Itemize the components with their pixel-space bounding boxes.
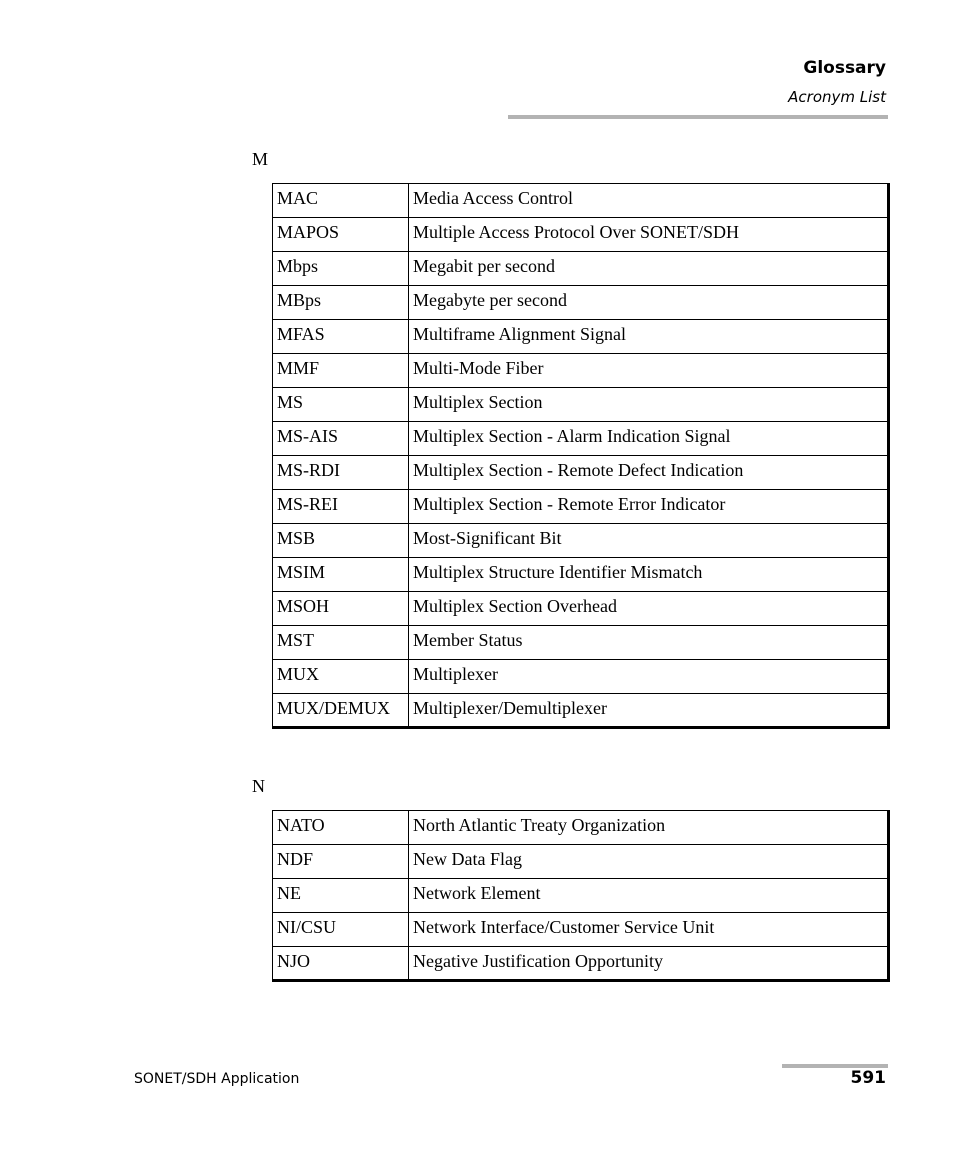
- definition-cell: Media Access Control: [409, 184, 889, 218]
- acronym-cell: MFAS: [273, 320, 409, 354]
- table-row: [273, 845, 889, 879]
- acronym-cell: MST: [273, 626, 409, 660]
- table-row: [273, 456, 889, 490]
- header-rule: [508, 115, 888, 119]
- acronym-cell: MMF: [273, 354, 409, 388]
- section-letter-n: N: [252, 776, 265, 796]
- acronym-cell: NATO: [273, 811, 409, 845]
- acronym-cell: MSB: [273, 524, 409, 558]
- definition-cell: Multiplex Structure Identifier Mismatch: [409, 558, 889, 592]
- acronym-cell: MUX/DEMUX: [273, 694, 409, 728]
- table-row: [273, 184, 889, 218]
- table-row: [273, 388, 889, 422]
- table-row: [273, 626, 889, 660]
- table-row: [273, 913, 889, 947]
- page-title: Glossary: [803, 58, 886, 78]
- table-row: [273, 660, 889, 694]
- page-number: 591: [850, 1068, 886, 1088]
- definition-cell: Multiplexer/Demultiplexer: [409, 694, 889, 728]
- table-row: [273, 422, 889, 456]
- definition-cell: Multiplexer: [409, 660, 889, 694]
- table-row: [273, 694, 889, 728]
- table-row: [273, 320, 889, 354]
- section-letter-m: M: [252, 149, 269, 169]
- table-row: [273, 218, 889, 252]
- acronym-cell: MUX: [273, 660, 409, 694]
- definition-cell: Multiplex Section - Remote Error Indicator: [409, 490, 889, 524]
- definition-cell: Megabyte per second: [409, 286, 889, 320]
- table-row: [273, 490, 889, 524]
- acronym-cell: MS-REI: [273, 490, 409, 524]
- acronym-cell: MSIM: [273, 558, 409, 592]
- definition-cell: Member Status: [409, 626, 889, 660]
- table-row: [273, 286, 889, 320]
- definition-cell: Multiplex Section - Alarm Indication Signal: [409, 422, 889, 456]
- acronym-cell: MAPOS: [273, 218, 409, 252]
- acronym-cell: MS-AIS: [273, 422, 409, 456]
- definition-cell: Network Interface/Customer Service Unit: [409, 913, 889, 947]
- definition-cell: Multiframe Alignment Signal: [409, 320, 889, 354]
- definition-cell: Network Element: [409, 879, 889, 913]
- definition-cell: New Data Flag: [409, 845, 889, 879]
- definition-cell: Multiplex Section - Remote Defect Indication: [409, 456, 889, 490]
- acronym-table-n: [272, 810, 890, 982]
- table-row: [273, 811, 889, 845]
- acronym-cell: MS: [273, 388, 409, 422]
- table-row: [273, 558, 889, 592]
- table-row: [273, 947, 889, 981]
- page-subtitle: Acronym List: [788, 88, 886, 106]
- acronym-cell: NDF: [273, 845, 409, 879]
- table-row: [273, 592, 889, 626]
- definition-cell: Negative Justification Opportunity: [409, 947, 889, 981]
- table-row: [273, 252, 889, 286]
- definition-cell: Most-Significant Bit: [409, 524, 889, 558]
- definition-cell: Multi-Mode Fiber: [409, 354, 889, 388]
- acronym-cell: MBps: [273, 286, 409, 320]
- definition-cell: Multiple Access Protocol Over SONET/SDH: [409, 218, 889, 252]
- footer-document-title: SONET/SDH Application: [134, 1071, 300, 1087]
- definition-cell: North Atlantic Treaty Organization: [409, 811, 889, 845]
- acronym-cell: MSOH: [273, 592, 409, 626]
- acronym-cell: MS-RDI: [273, 456, 409, 490]
- acronym-cell: NE: [273, 879, 409, 913]
- acronym-cell: NI/CSU: [273, 913, 409, 947]
- table-row: [273, 524, 889, 558]
- acronym-cell: Mbps: [273, 252, 409, 286]
- table-row: [273, 354, 889, 388]
- definition-cell: Multiplex Section: [409, 388, 889, 422]
- table-row: [273, 879, 889, 913]
- definition-cell: Multiplex Section Overhead: [409, 592, 889, 626]
- acronym-cell: NJO: [273, 947, 409, 981]
- acronym-cell: MAC: [273, 184, 409, 218]
- definition-cell: Megabit per second: [409, 252, 889, 286]
- acronym-table-m: [272, 183, 890, 729]
